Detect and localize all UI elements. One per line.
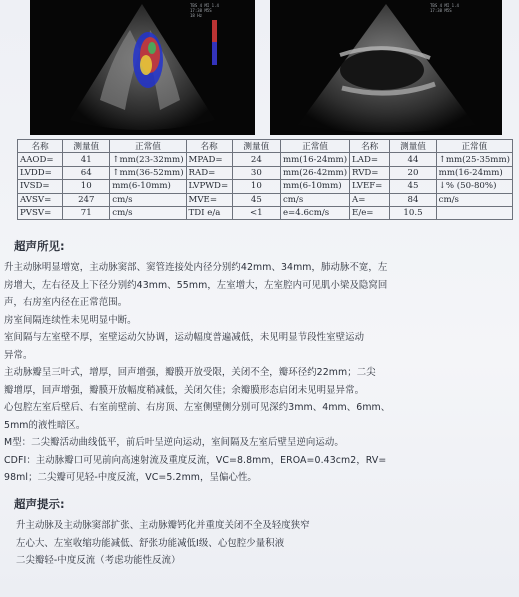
- findings-line: 主动脉瓣呈三叶式，增厚，回声增强，瓣膜开放受限，关闭不全，瓣环径约22mm；二尖: [4, 367, 376, 378]
- table-row: [18, 193, 513, 206]
- normal-range: [110, 153, 186, 166]
- normal-range: [110, 193, 186, 206]
- measure-value: 64: [63, 166, 110, 179]
- abnormal-arrow-icon: ↑: [438, 154, 446, 165]
- findings-line: 心包腔左室后壁后、右室前壁前、右房顶、左室侧壁侧分别可见深约3mm、4mm、6mm、: [4, 402, 391, 413]
- normal-range-text: cm/s: [438, 194, 459, 205]
- findings-line: 声，右房室内径在正常范围。: [4, 297, 128, 308]
- conclusion-line: 左心大、左室收缩功能减低、舒张功能减低Ⅰ级、心包腔少量积液: [16, 537, 285, 549]
- findings-line: 房增大，左右径及上下径分别约43mm、55mm，左室增大，左室腔内可见肌小梁及隐窝回: [4, 279, 388, 291]
- measure-value: 44: [390, 153, 436, 166]
- conclusion-line: 升主动脉及主动脉窦部扩张、主动脉瓣钙化并重度关闭不全及轻度狭窄: [16, 520, 310, 531]
- measure-name: LAD=: [350, 153, 390, 166]
- measure-value: 10.5: [390, 206, 436, 219]
- findings-body: [4, 259, 514, 487]
- conclusion-line: 二尖瓣轻-中度反流（考虑功能性反流）: [16, 555, 181, 566]
- us1-header-line: 18 Hz: [190, 13, 203, 18]
- normal-range-text: mm(26-42mm): [282, 167, 348, 178]
- column-header: 名称: [18, 140, 63, 153]
- normal-range-text: mm(6-10mm): [112, 181, 171, 192]
- normal-range-text: mm(36-52mm): [119, 167, 184, 178]
- measure-name: TDI e/a: [186, 206, 232, 219]
- measure-name: RVD=: [350, 166, 390, 179]
- findings-line: 异常。: [4, 349, 33, 361]
- normal-range: [110, 166, 186, 179]
- measure-name: AVSV=: [18, 193, 63, 206]
- normal-range-text: cm/s: [282, 194, 304, 205]
- conclusion-title: 超声提示:: [14, 497, 65, 511]
- measure-value: 10: [63, 180, 110, 193]
- measure-value: <1: [232, 206, 280, 219]
- normal-range-text: mm(6-10mm): [282, 181, 342, 192]
- normal-range: [110, 180, 186, 193]
- column-header: 测量值: [63, 140, 110, 153]
- measure-name: LVEF=: [350, 180, 390, 193]
- measure-value: 45: [232, 193, 280, 206]
- normal-range: [110, 206, 186, 219]
- column-header: 名称: [186, 140, 232, 153]
- measure-value: 20: [390, 166, 436, 179]
- us2-header-line: 17:38 M5S: [430, 8, 452, 13]
- measure-name: IVSD=: [18, 180, 63, 193]
- normal-range: [280, 193, 349, 206]
- abnormal-arrow-icon: ↑: [112, 154, 120, 165]
- measure-name: RAD=: [186, 166, 232, 179]
- normal-range: [436, 166, 512, 179]
- table-row: [18, 180, 513, 193]
- column-header: 正常值: [110, 140, 186, 153]
- normal-range-text: mm(16-24mm): [282, 154, 348, 165]
- measure-value: 30: [232, 166, 280, 179]
- measure-name: MPAD=: [186, 153, 232, 166]
- column-header: 正常值: [436, 140, 512, 153]
- table-row: [18, 206, 513, 219]
- measure-value: 24: [232, 153, 280, 166]
- us1-header-line: TBS 4 MI 1.4: [190, 3, 219, 8]
- normal-range-text: cm/s: [112, 208, 133, 219]
- normal-range-text: % (50-80%): [445, 181, 497, 192]
- us1-header-line: 17:38 M5S: [190, 8, 212, 13]
- findings-line: 室间隔与左室壁不厚，室壁运动欠协调，运动幅度普遍减低，未见明显节段性室壁运动: [4, 332, 365, 343]
- column-header: 测量值: [390, 140, 436, 153]
- measure-name: E/e=: [350, 206, 390, 219]
- table-row: [18, 166, 513, 179]
- measure-value: 84: [390, 193, 436, 206]
- table-row: [18, 153, 513, 166]
- findings-title: 超声所见:: [14, 239, 65, 253]
- normal-range: [280, 166, 349, 179]
- normal-range: [280, 180, 349, 193]
- measure-value: 10: [232, 180, 280, 193]
- normal-range-text: mm(23-32mm): [119, 154, 184, 165]
- measure-value: 247: [63, 193, 110, 206]
- findings-line: 房室间隔连续性未见明显中断。: [4, 314, 137, 326]
- normal-range-text: mm(25-35mm): [445, 154, 510, 165]
- normal-range-text: mm(16-24mm): [438, 167, 503, 178]
- measure-value: 45: [390, 180, 436, 193]
- ultrasound-image-color-doppler: [30, 0, 255, 135]
- conclusion-body: [16, 517, 486, 570]
- normal-range: [436, 180, 512, 193]
- measure-name: LVDD=: [18, 166, 63, 179]
- measure-name: MVE=: [186, 193, 232, 206]
- us2-header-line: TBS 4 MI 1.4: [430, 3, 459, 8]
- measurement-table: [17, 139, 513, 220]
- column-header: 正常值: [280, 140, 349, 153]
- findings-line: 5mm的液性暗区。: [4, 419, 86, 431]
- normal-range-text: cm/s: [112, 194, 133, 205]
- normal-range: [280, 206, 349, 219]
- findings-line: 升主动脉明显增宽，主动脉窦部、窦管连接处内径分别约42mm、34mm，肺动脉不宽，左: [4, 262, 388, 273]
- table-header-row: [18, 140, 513, 153]
- normal-range: [436, 193, 512, 206]
- measure-name: AAOD=: [18, 153, 63, 166]
- normal-range: [280, 153, 349, 166]
- normal-range: [436, 206, 512, 219]
- column-header: 名称: [350, 140, 390, 153]
- ultrasound-image-2d: [270, 0, 502, 135]
- measure-name: PVSV=: [18, 206, 63, 219]
- measure-name: A=: [350, 193, 390, 206]
- abnormal-arrow-icon: ↑: [112, 167, 120, 178]
- findings-line: 瓣增厚，回声增强，瓣膜开放幅度稍减低，关闭欠佳；余瓣膜形态启闭未见明显异常。: [4, 384, 365, 396]
- column-header: 测量值: [232, 140, 280, 153]
- findings-line: M型：二尖瓣活动曲线低平，前后叶呈逆向运动，室间隔及左室后壁呈逆向运动。: [4, 437, 344, 448]
- abnormal-arrow-icon: ↓: [438, 181, 446, 192]
- normal-range-text: e=4.6cm/s: [282, 208, 330, 219]
- findings-line: CDFI：主动脉瓣口可见前向高速射流及重度反流，VC=8.8mm，EROA=0.43cm2，RV=: [4, 454, 387, 466]
- normal-range: [436, 153, 512, 166]
- measure-value: 41: [63, 153, 110, 166]
- measure-name: LVPWD=: [186, 180, 232, 193]
- findings-line: 98ml；二尖瓣可见轻-中度反流，VC=5.2mm，呈偏心性。: [4, 472, 257, 483]
- measure-value: 71: [63, 206, 110, 219]
